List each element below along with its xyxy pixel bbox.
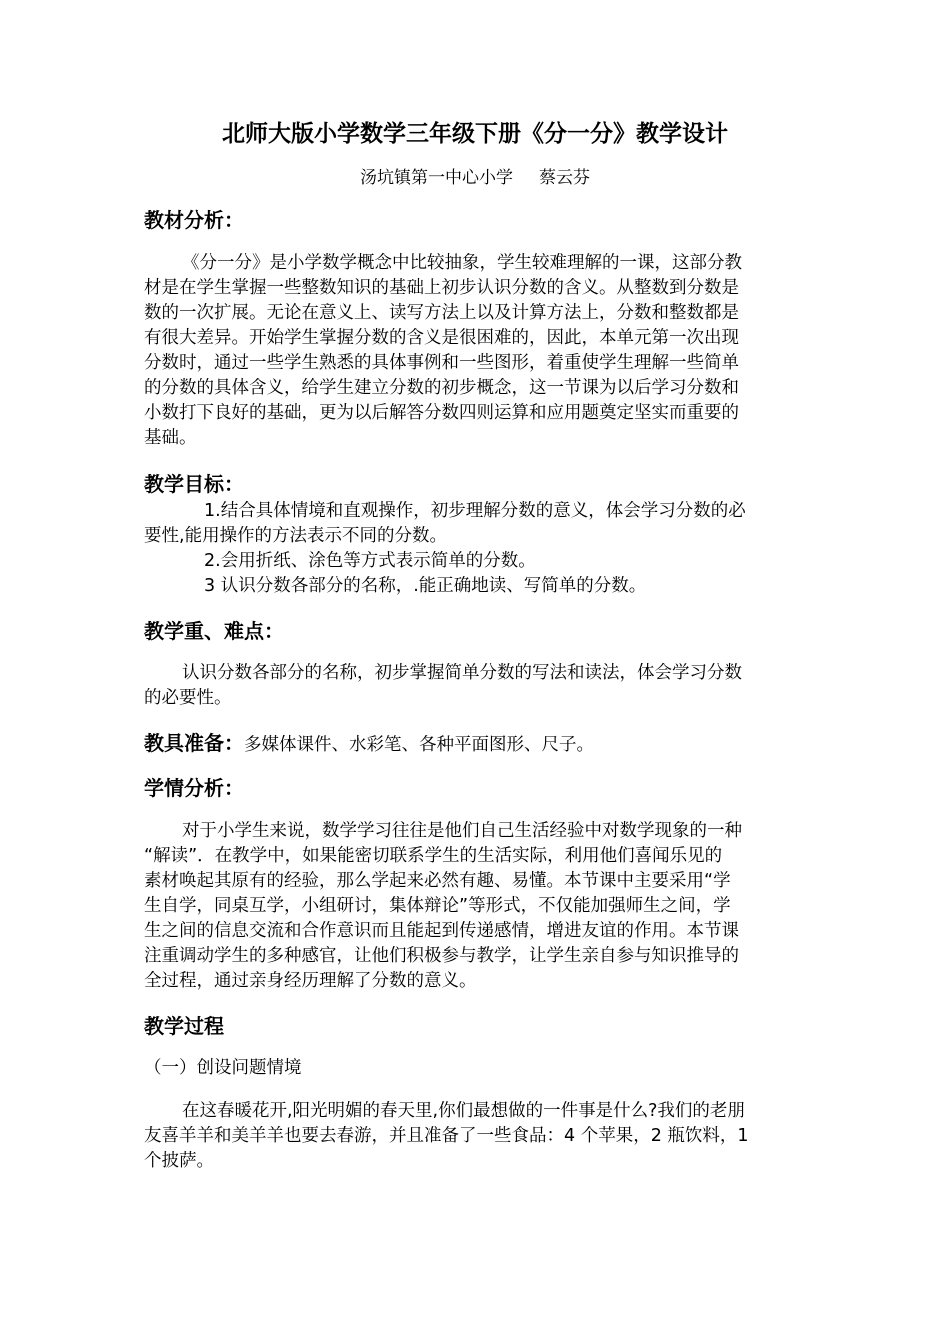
paragraph-line: 生自学，同桌互学，小组研讨，集体辩论”等形式，不仅能加强师生之间，学 bbox=[144, 896, 731, 916]
objective-line: 2.会用折纸、涂色等方式表示简单的分数。 bbox=[204, 551, 536, 571]
objective-line: 3 认识分数各部分的名称，.能正确地读、写简单的分数。 bbox=[204, 576, 647, 596]
paragraph-line: 友喜羊羊和美羊羊也要去春游，并且准备了一些食品：4 个苹果，2 瓶饮料，1 bbox=[144, 1126, 749, 1146]
paragraph-line: 分数时，通过一些学生熟悉的具体事例和一些图形，着重使学生理解一些简单 bbox=[144, 353, 739, 373]
objective-line: 1.结合具体情境和直观操作，初步理解分数的意义，体会学习分数的必 bbox=[204, 501, 746, 521]
paragraph-line: 认识分数各部分的名称，初步掌握简单分数的写法和读法，体会学习分数 bbox=[182, 663, 742, 683]
paragraph-line: 《分一分》是小学数学概念中比较抽象，学生较难理解的一课，这部分教 bbox=[182, 253, 742, 273]
heading-key-points: 教学重、难点： bbox=[144, 619, 284, 643]
paragraph-line: 有很大差异。开始学生掌握分数的含义是很困难的，因此，本单元第一次出现 bbox=[144, 328, 739, 348]
paragraph-line: 在这春暖花开,阳光明媚的春天里,你们最想做的一件事是什么?我们的老朋 bbox=[182, 1101, 745, 1121]
heading-material-analysis: 教材分析： bbox=[144, 208, 244, 232]
paragraph-line: 素材唤起其原有的经验，那么学起来必然有趣、易懂。本节课中主要采用“学 bbox=[144, 871, 731, 891]
heading-learner-analysis: 学情分析： bbox=[144, 776, 244, 800]
paragraph-line: 全过程，通过亲身经历理解了分数的意义。 bbox=[144, 971, 477, 991]
paragraph-line: 的分数的具体含义，给学生建立分数的初步概念，这一节课为以后学习分数和 bbox=[144, 378, 739, 398]
heading-materials: 教具准备： bbox=[144, 731, 244, 755]
paragraph-line: 对于小学生来说，数学学习往往是他们自己生活经验中对数学现象的一种 bbox=[182, 821, 742, 841]
paragraph-line: 注重调动学生的多种感官，让他们积极参与教学，让学生亲自参与知识推导的 bbox=[144, 946, 739, 966]
paragraph-line: 小数打下良好的基础，更为以后解答分数四则运算和应用题奠定坚实而重要的 bbox=[144, 403, 739, 423]
paragraph-line: 数的一次扩展。无论在意义上、读写方法上以及计算方法上，分数和整数都是 bbox=[144, 303, 739, 323]
objective-line: 要性,能用操作的方法表示不同的分数。 bbox=[144, 526, 448, 546]
paragraph-line: 个披萨。 bbox=[144, 1151, 214, 1171]
paragraph-line: 的必要性。 bbox=[144, 688, 232, 708]
heading-process: 教学过程 bbox=[144, 1014, 224, 1038]
author-name: 蔡云芬 bbox=[539, 168, 590, 188]
school-name: 汤坑镇第一中心小学 bbox=[360, 168, 513, 188]
paragraph-line: 基础。 bbox=[144, 428, 197, 448]
materials-text: 多媒体课件、水彩笔、各种平面图形、尺子。 bbox=[244, 735, 594, 755]
heading-objectives: 教学目标： bbox=[144, 472, 244, 496]
document-title: 北师大版小学数学三年级下册《分一分》教学设计 bbox=[222, 121, 728, 147]
paragraph-line: 生之间的信息交流和合作意识而且能起到传递感情，增进友谊的作用。本节课 bbox=[144, 921, 739, 941]
materials-row bbox=[144, 729, 594, 759]
paragraph-line: “解读”．在教学中，如果能密切联系学生的生活实际，利用他们喜闻乐见的 bbox=[144, 846, 723, 866]
paragraph-line: 材是在学生掌握一些整数知识的基础上初步认识分数的含义。从整数到分数是 bbox=[144, 278, 739, 298]
author-line bbox=[0, 166, 950, 190]
subheading-scenario: （一）创设问题情境 bbox=[144, 1058, 302, 1078]
